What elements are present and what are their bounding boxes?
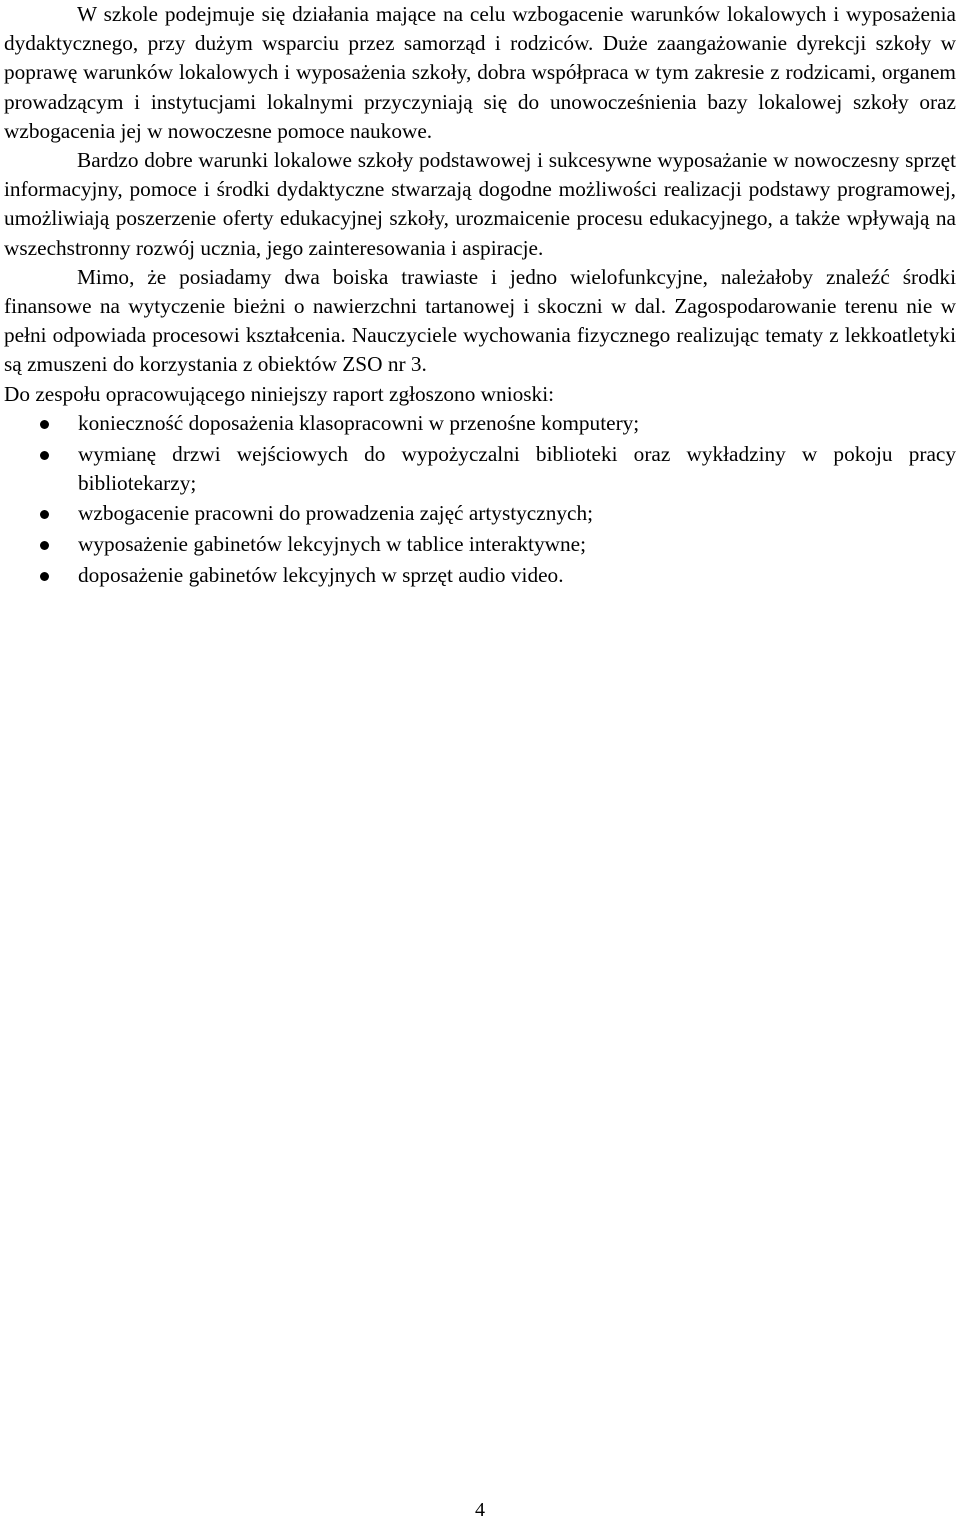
list-item-text: konieczność doposażenia klasopracowni w przenośne komputery;	[78, 410, 640, 435]
list-item-text: wyposażenie gabinetów lekcyjnych w tablice interaktywne;	[78, 532, 586, 557]
bullet-icon	[40, 572, 49, 581]
bullet-icon	[40, 451, 49, 460]
bullet-icon	[40, 541, 49, 550]
list-item-text: doposażenie gabinetów lekcyjnych w sprzęt audio video.	[78, 562, 564, 587]
paragraph-school-resources: W szkole podejmuje się działania mające na celu wzbogacenie warunków lokalowych i wyposażenia dydaktycznego, przy dużym wsparciu przez samorząd i rodziców. Duże zaangażowanie dyrekcji szkoły w poprawę warunków lokalowych i wyposażenia szkoły, dobra współpraca w tym zakresie z rodzicami, organem prowadzącym i instytucjami lokalnymi przyczyniają się do unowocześnienia bazy lokalowej szkoły oraz wzbogacenia jej w nowoczesne pomoce naukowe.	[4, 2, 956, 143]
list-item	[4, 409, 956, 438]
paragraph-sports-fields: Mimo, że posiadamy dwa boiska trawiaste i jedno wielofunkcyjne, należałoby znaleźć środki finansowe na wytyczenie bieżni o nawierzchni tartanowej i skoczni w dal. Zagospodarowanie terenu nie w pełni odpowiada procesowi kształcenia. Nauczyciele wychowania fizycznego realizując tematy z lekkoatletyki są zmuszeni do korzystania z obiektów ZSO nr 3.	[4, 264, 956, 377]
list-item-text: wzbogacenie pracowni do prowadzenia zajęć artystycznych;	[78, 501, 594, 526]
bullet-icon	[40, 510, 49, 519]
list-item	[4, 440, 956, 498]
list-item	[4, 530, 956, 559]
page-number: 4	[475, 1499, 485, 1521]
document-body	[4, 0, 956, 592]
list-item	[4, 499, 956, 528]
bullet-icon	[40, 420, 49, 429]
list-intro: Do zespołu opracowującego niniejszy raport zgłoszono wnioski:	[4, 381, 555, 406]
list-item	[4, 561, 956, 590]
paragraph-local-conditions: Bardzo dobre warunki lokalowe szkoły podstawowej i sukcesywne wyposażanie w nowoczesny sprzęt informacyjny, pomoce i środki dydaktyczne stwarzają dogodne możliwości realizacji podstawy programowej, umożliwiają poszerzenie oferty edukacyjnej szkoły, urozmaicenie procesu edukacyjnego, a także wpływają na wszechstronny rozwój ucznia, jego zainteresowania i aspiracje.	[4, 148, 956, 260]
requests-list	[4, 409, 956, 590]
list-item-text: wymianę drzwi wejściowych do wypożyczalni biblioteki oraz wykładziny w pokoju pracy bibliotekarzy;	[78, 441, 956, 495]
